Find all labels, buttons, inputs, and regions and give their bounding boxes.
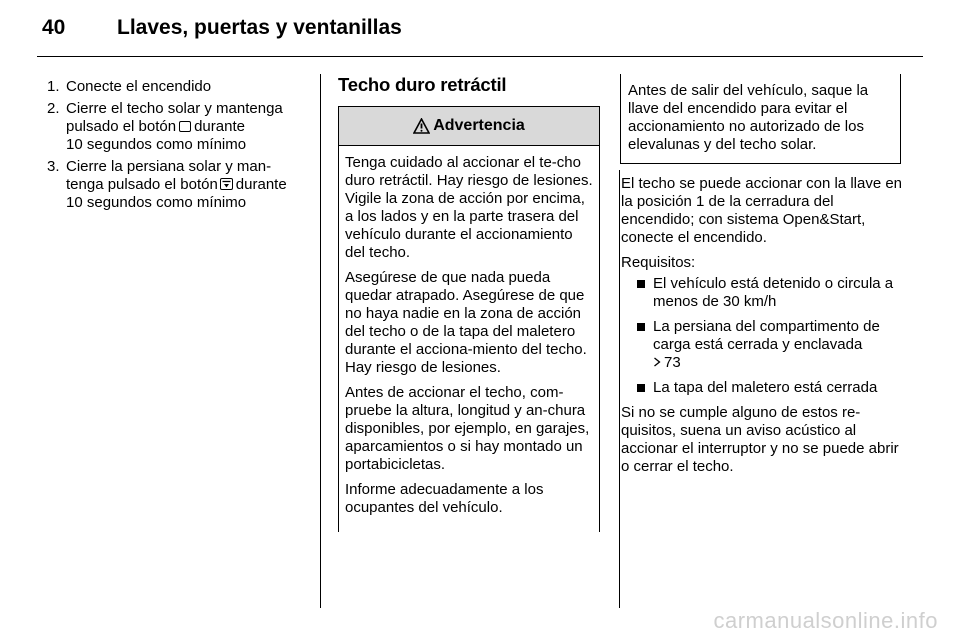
header-divider	[37, 56, 923, 57]
column-divider-1	[320, 74, 321, 608]
note-box	[620, 74, 901, 164]
warning-paragraph: Asegúrese de que nada pueda quedar atrapado. Asegúrese de que no haya nadie en la zona de acción del techo o de la tapa del maletero durante el acciona-miento del techo. Hay riesgo de lesiones.	[345, 269, 587, 376]
bullet-square-icon	[637, 280, 645, 288]
step-text-line: Cierre la persiana solar y man-	[66, 158, 272, 175]
page-reference-arrow-icon	[653, 354, 661, 372]
requirements-label: Requisitos:	[621, 254, 696, 271]
page-number: 40	[42, 16, 66, 39]
warning-triangle-icon	[413, 118, 430, 134]
requirement-item: La persiana del compartimento de carga está cerrada y enclavada 73	[621, 318, 906, 372]
sunblind-button-icon	[220, 178, 233, 190]
step-item	[44, 158, 310, 212]
closing-paragraph: Si no se cumple alguno de estos re-quisitos, suena un aviso acústico al accionar el interruptor y no se puede abrir o cerrar el techo.	[621, 404, 899, 475]
step-text-line: durante	[194, 118, 245, 135]
warning-paragraph: Tenga cuidado al accionar el te-cho duro retráctil. Hay riesgo de lesiones. Vigile la zona de acción por encima, a los lados y en la parte trasera del vehículo durante el accionamiento del techo.	[345, 154, 593, 261]
step-text: Conecte el encendido	[66, 78, 212, 95]
page-reference[interactable]: 73	[664, 354, 681, 371]
chapter-title: Llaves, puertas y ventanillas	[117, 16, 402, 39]
step-text-line: pulsado el botón	[66, 118, 177, 135]
watermark: carmanualsonline.info	[713, 608, 938, 633]
note-text: Antes de salir del vehículo, saque la llave del encendido para evitar el accionamiento no autorizado de los elevalunas y del techo solar.	[628, 82, 869, 153]
intro-paragraph: El techo se puede accionar con la llave en la posición 1 de la cerradura del encendido; con sistema Open&Start, conecte el encendido.	[621, 175, 903, 246]
step-text-line: tenga pulsado el botón	[66, 176, 218, 193]
warning-paragraph: Informe adecuadamente a los ocupantes del vehículo.	[345, 481, 544, 516]
warning-body	[339, 146, 599, 517]
requirement-item: La tapa del maletero está cerrada	[621, 379, 906, 397]
step-text-line: 10 segundos como mínimo	[66, 136, 247, 153]
warning-paragraph: Antes de accionar el techo, com-pruebe la altura, longitud y an-chura disponibles, por ejemplo, en garajes, aparcamientos o si hay montado un portabicicletas.	[345, 384, 590, 473]
requirement-item: El vehículo está detenido o circula a menos de 30 km/h	[621, 275, 906, 311]
column-divider-2	[619, 170, 620, 608]
body-column	[621, 175, 906, 483]
requirements-list	[621, 275, 906, 397]
bullet-square-icon	[637, 323, 645, 331]
section-title: Techo duro retráctil	[338, 74, 507, 95]
step-text-line: 10 segundos como mínimo	[66, 194, 247, 211]
steps-column	[44, 78, 310, 216]
sunroof-button-icon	[179, 121, 191, 132]
warning-header	[339, 106, 599, 146]
step-item	[44, 100, 310, 154]
warning-heading: Advertencia	[433, 117, 525, 134]
step-number: 1.	[47, 78, 60, 95]
step-text-line: Cierre el techo solar y mantenga	[66, 100, 283, 117]
steps-list	[44, 78, 310, 212]
step-item	[44, 78, 310, 96]
page-header	[37, 16, 923, 56]
step-text-line: durante	[235, 176, 287, 193]
step-number: 2.	[47, 100, 60, 117]
warning-column	[338, 74, 600, 106]
step-number: 3.	[47, 158, 60, 175]
warning-box	[338, 106, 600, 532]
bullet-square-icon	[637, 384, 645, 392]
